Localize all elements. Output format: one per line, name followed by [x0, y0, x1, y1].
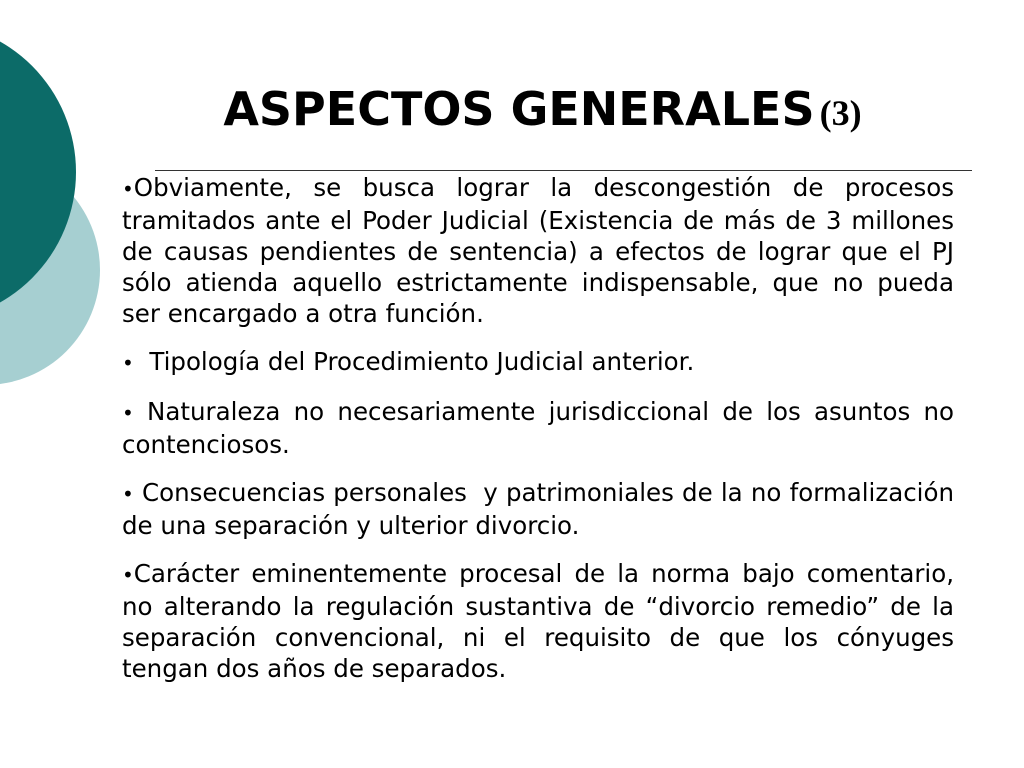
- bullet-paragraph: [122, 172, 954, 329]
- bullet-glyph: •: [122, 482, 134, 506]
- slide-title-number: (3): [819, 93, 862, 133]
- slide-title-main: ASPECTOS GENERALES: [223, 82, 815, 136]
- bullet-glyph: •: [122, 563, 134, 587]
- bullet-paragraph: [122, 396, 962, 460]
- bullet-text: Naturaleza no necesariamente jurisdiccional de los asuntos no contenciosos.: [122, 397, 962, 459]
- title-underline: [155, 170, 972, 171]
- bullet-paragraph: [122, 558, 954, 684]
- bullet-paragraph: [122, 346, 954, 379]
- bullet-paragraph: [122, 477, 962, 541]
- bullet-text: Consecuencias personales y patrimoniales de la no formalización de una separación y ulterior divorcio.: [122, 478, 962, 540]
- slide-title: [0, 82, 1024, 136]
- bullet-text: Obviamente, se busca lograr la descongestión de procesos tramitados ante el Poder Judicial (Existencia de más de 3 millones de causas pendientes de sentencia) a efectos de lograr que el PJ sólo atienda aquello estrictamente indispensable, que no pueda ser encargado a otra función.: [122, 173, 954, 328]
- bullet-text: Tipología del Procedimiento Judicial anterior.: [133, 347, 695, 376]
- bullet-text: Carácter eminentemente procesal de la norma bajo comentario, no alterando la regulación sustantiva de “divorcio remedio” de la separación convencional, ni el requisito de que los cónyuges tengan dos años de separados.: [122, 559, 954, 683]
- bullet-glyph: •: [122, 401, 134, 425]
- bullet-glyph: •: [122, 351, 134, 375]
- bullet-glyph: •: [122, 177, 134, 201]
- slide-body: [122, 172, 962, 701]
